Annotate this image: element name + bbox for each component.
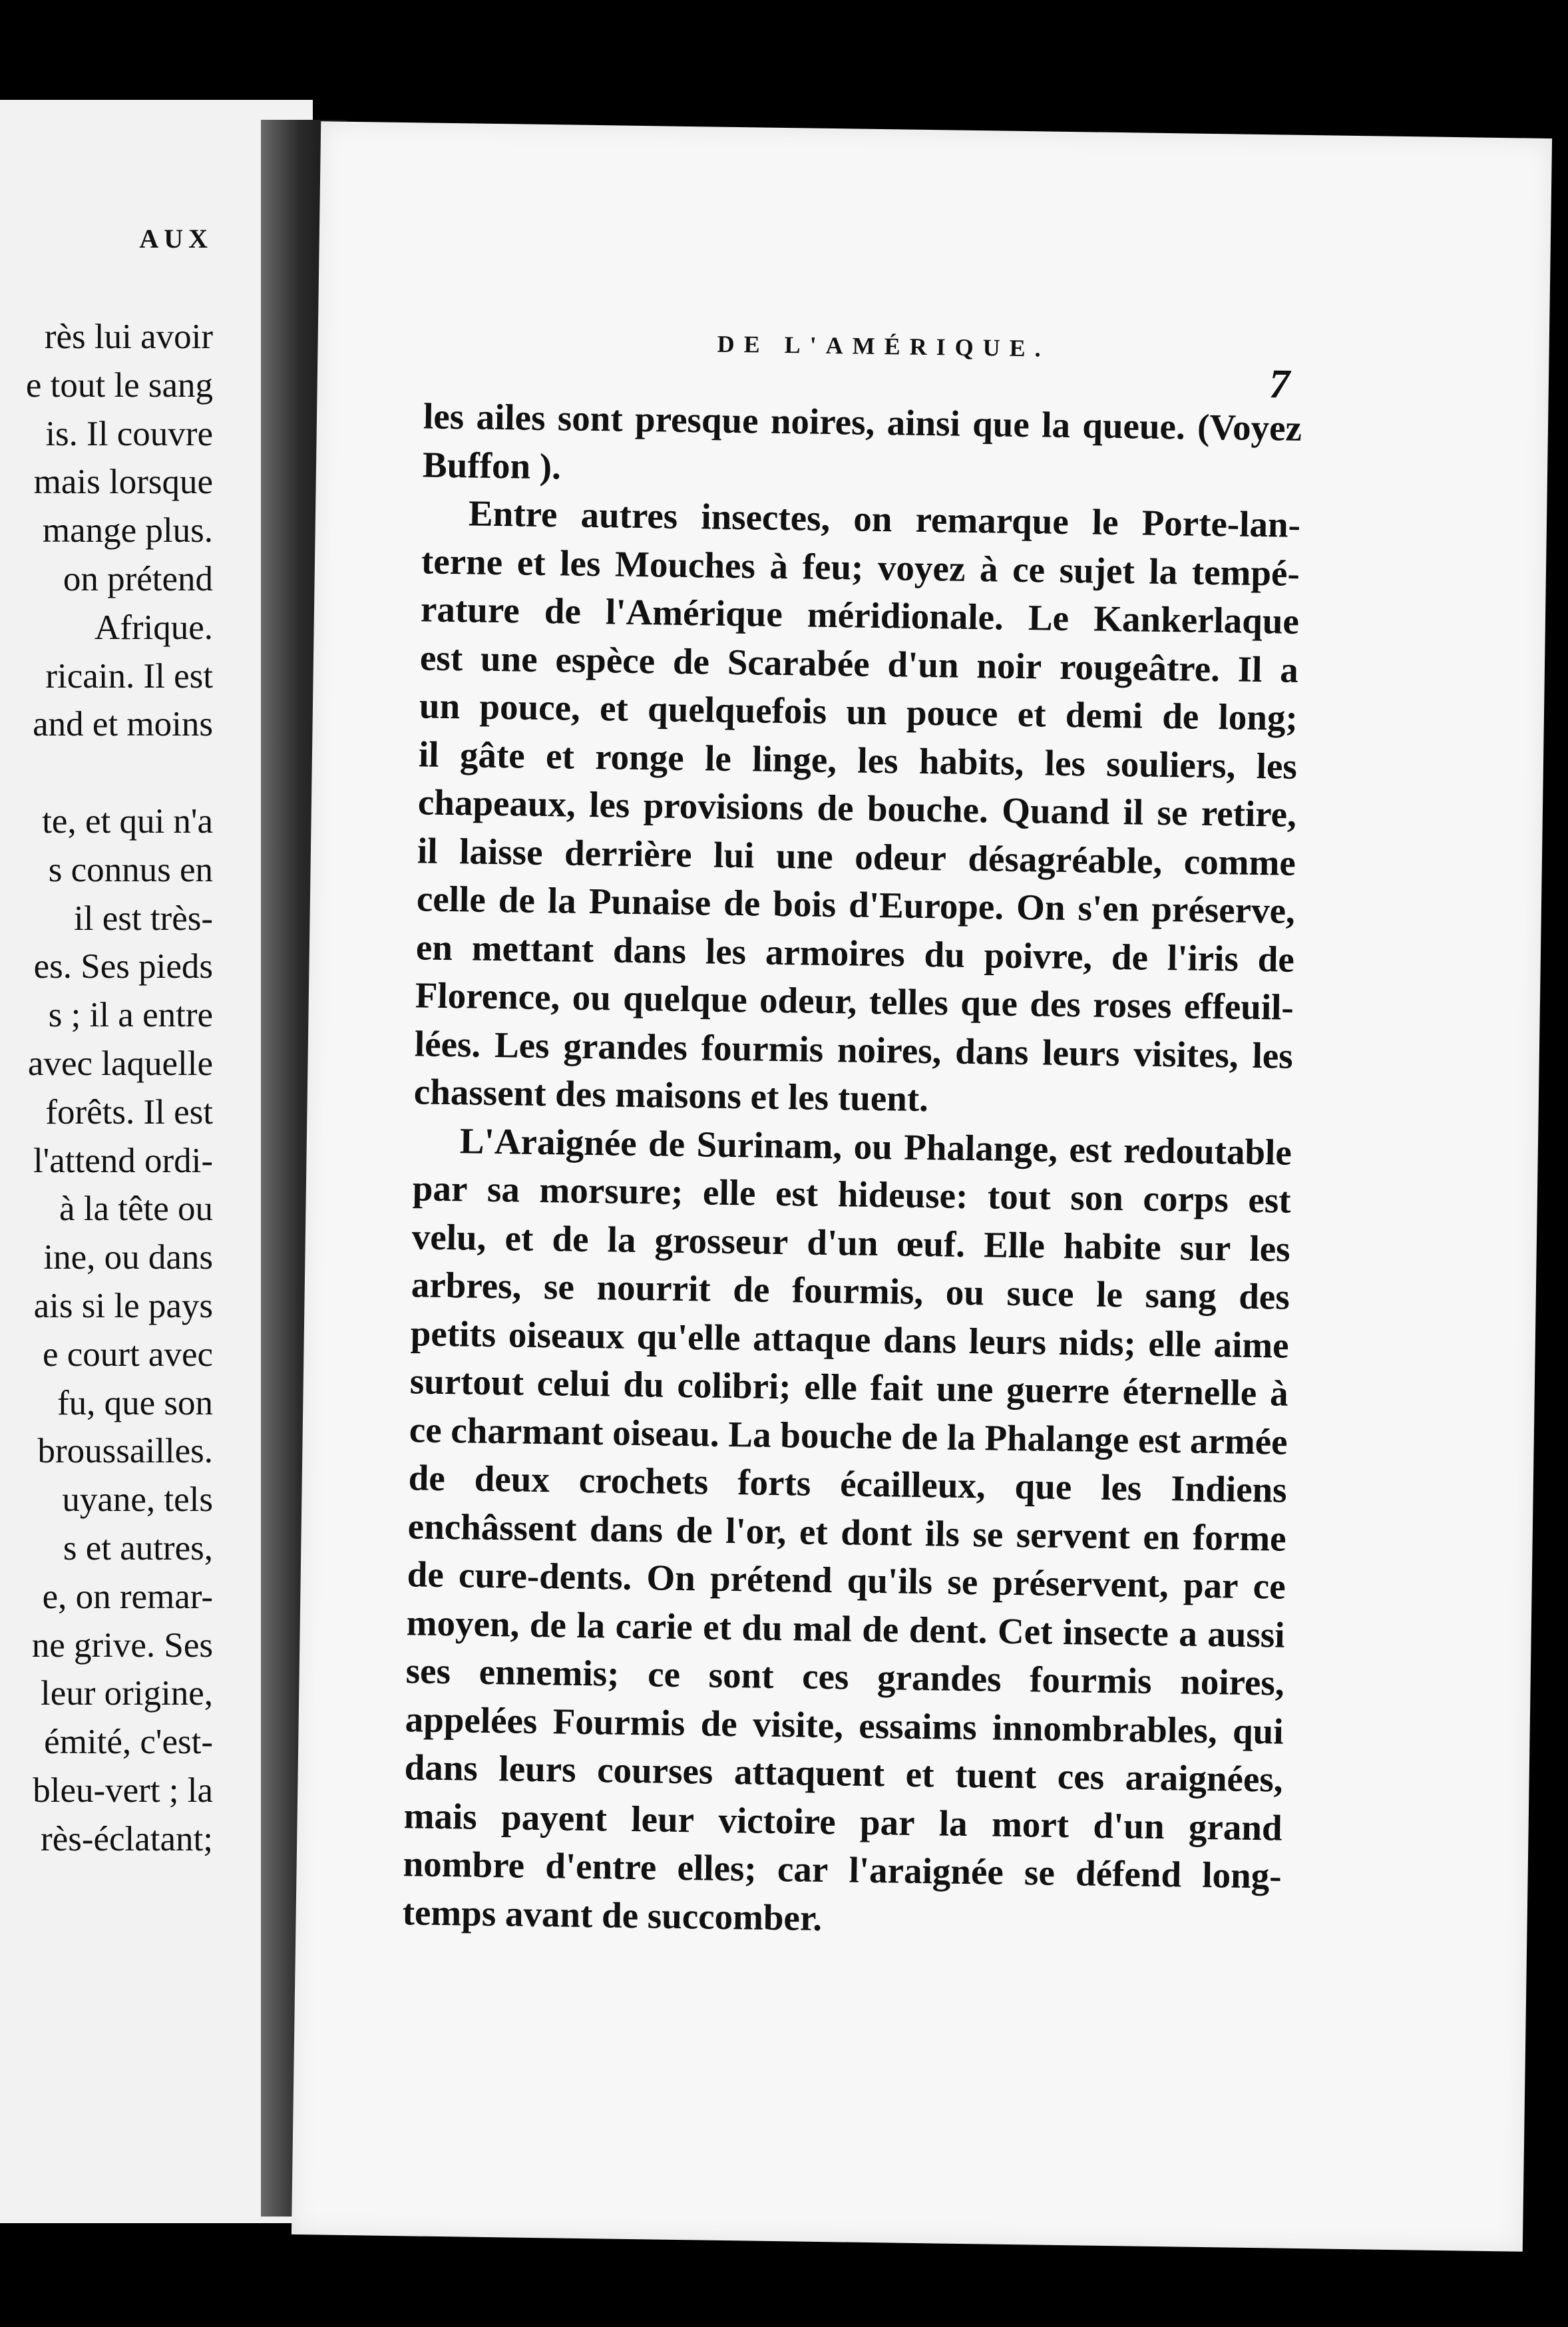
left-page-line: and et moins [33, 705, 213, 744]
text-line: terne et les Mouches à feu; voyez à ce sujet la tempé- [421, 540, 1300, 594]
left-page-line: uyane, tels [62, 1480, 213, 1520]
text-line: chassent des maisons et les tuent. [413, 1071, 929, 1120]
text-line: surtout celui du colibri; elle fait une guerre éternelle à [409, 1361, 1289, 1414]
left-page-line: ais si le pays [33, 1286, 213, 1325]
left-page-line: es. Ses pieds [33, 947, 213, 986]
left-page-line: on prétend [63, 559, 213, 598]
text-line: Buffon ). [422, 443, 562, 487]
page-body-text [402, 392, 1302, 1948]
right-page [292, 121, 1552, 2252]
left-page-line: fu, que son [57, 1383, 213, 1422]
page-number: 7 [1269, 361, 1290, 407]
text-line: celle de la Punaise de bois d'Europe. On s'en préserve, [416, 878, 1296, 931]
left-page-line: ne grive. Ses [31, 1625, 213, 1665]
running-head: DE L'AMÉRIQUE. [717, 330, 1050, 362]
text-line: rature de l'Amérique méridionale. Le Kankerlaque [420, 588, 1300, 642]
text-line: les ailes sont presque noires, ainsi que la queue. (Voyez [423, 395, 1302, 449]
text-line: mais payent leur victoire par la mort d'un grand [403, 1795, 1282, 1848]
left-page-line: e court avec [43, 1335, 213, 1374]
left-page-line: te, et qui n'a [42, 801, 213, 841]
left-page-line [26, 749, 213, 797]
text-line: ses ennemis; ce sont ces grandes fourmis noires, [405, 1650, 1285, 1703]
text-line: de deux crochets forts écailleux, que les Indiens [408, 1457, 1288, 1510]
text-line: par sa morsure; elle est hideuse: tout son corps est [412, 1167, 1292, 1221]
left-page-line: leur origine, [40, 1674, 213, 1713]
text-line: velu, et de la grosseur d'un œuf. Elle habite sur les [411, 1215, 1291, 1269]
left-page-line: ine, ou dans [43, 1238, 213, 1277]
text-line: lées. Les grandes fourmis noires, dans leurs visites, les [414, 1022, 1294, 1076]
text-line: ce charmant oiseau. La bouche de la Phalange est armée [409, 1408, 1288, 1462]
left-page-text [26, 313, 213, 1864]
text-line: petits oiseaux qu'elle attaque dans leurs nids; elle aime [410, 1312, 1290, 1366]
left-running-head: AUX [139, 224, 213, 254]
left-page-line: l'attend ordi- [33, 1141, 213, 1180]
text-line: un pouce, et quelquefois un pouce et demi de long; [419, 685, 1298, 738]
left-page-line: mange plus. [42, 511, 213, 550]
text-line: est une espèce de Scarabée d'un noir rougeâtre. Il a [419, 636, 1299, 690]
left-page-line: bleu-vert ; la [33, 1771, 213, 1810]
left-page-line: s et autres, [63, 1528, 213, 1568]
text-line: en mettant dans les armoires du poivre, de l'iris de [415, 926, 1295, 980]
text-line: dans leurs courses attaquent et tuent ces araignées, [404, 1747, 1283, 1800]
left-page-line: is. Il couvre [45, 414, 213, 453]
left-page-line: Afrique. [94, 608, 213, 647]
left-page-line: ricain. Il est [45, 656, 213, 696]
text-line: Entre autres insectes, on remarque le Porte-lan- [468, 493, 1301, 545]
left-page-line: mais lorsque [33, 463, 213, 502]
left-page-line: avec laquelle [27, 1044, 213, 1083]
left-page-line: rès-éclatant; [41, 1819, 213, 1858]
left-page-line: à la tête ou [59, 1189, 213, 1229]
text-line: appelées Fourmis de visite, essaims innombrables, qui [405, 1698, 1284, 1752]
left-page-line: forêts. Il est [45, 1092, 213, 1132]
text-line: L'Araignée de Surinam, ou Phalange, est redoutable [459, 1120, 1292, 1173]
left-page-line: e tout le sang [25, 365, 213, 405]
left-page-line: rès lui avoir [44, 317, 213, 356]
left-page-line: e, on remar- [42, 1577, 213, 1616]
left-page-line: émité, c'est- [44, 1723, 213, 1762]
text-line: arbres, se nourrit de fourmis, ou suce le sang des [411, 1264, 1290, 1317]
text-line: il laisse derrière lui une odeur désagréable, comme [417, 829, 1296, 883]
left-page-line: s connus en [48, 850, 213, 889]
text-line: il gâte et ronge le linge, les habits, les souliers, les [418, 733, 1298, 787]
text-line: nombre d'entre elles; car l'araignée se défend long- [403, 1843, 1282, 1896]
text-line: enchâssent dans de l'or, et dont ils se servent en forme [407, 1505, 1286, 1559]
text-line: chapeaux, les provisions de bouche. Quand il se retire, [417, 781, 1297, 835]
left-page-line: broussailles. [37, 1432, 213, 1471]
text-line: moyen, de la carie et du mal de dent. Cet insecte a aussi [406, 1601, 1285, 1655]
text-line: de cure-dents. On prétend qu'ils se préservent, par ce [407, 1554, 1286, 1607]
text-line: temps avant de succomber. [402, 1891, 823, 1938]
left-page-line: il est très- [74, 899, 213, 938]
text-line: Florence, ou quelque odeur, telles que des roses effeuil- [415, 974, 1294, 1028]
left-page-line: s ; il a entre [48, 996, 213, 1035]
